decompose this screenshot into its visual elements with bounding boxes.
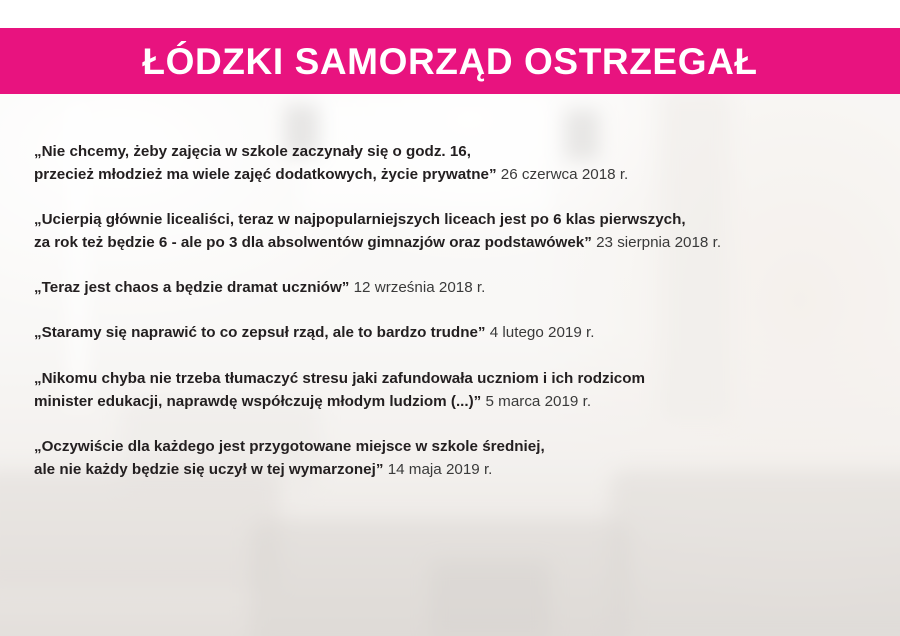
quote-line [34,231,884,254]
quote-text: minister edukacji, naprawdę współczuję młodym ludziom (...)” [34,392,482,410]
quote-line [34,458,884,481]
quote-line [34,390,884,413]
quote-line [34,208,884,231]
quote-item [34,435,884,481]
quote-date: 23 sierpnia 2018 r. [596,234,722,252]
quote-line [34,435,884,458]
quote-item [34,321,884,344]
quote-item [34,140,884,186]
quote-text: przecież młodzież ma wiele zajęć dodatkowych, życie prywatne” [34,166,497,184]
quote-line [34,276,884,299]
quote-text: ale nie każdy będzie się uczył w tej wymarzonej” [34,460,384,478]
quote-date: 5 marca 2019 r. [485,392,592,410]
page-title: ŁÓDZKI SAMORZĄD OSTRZEGAŁ [142,40,758,82]
quote-line [34,163,884,186]
quote-text: „Oczywiście dla każdego jest przygotowane miejsce w szkole średniej, [34,437,545,455]
quote-date: 26 czerwca 2018 r. [500,166,629,184]
quote-line [34,321,884,344]
quote-item [34,276,884,299]
top-white-strip [0,0,900,28]
quote-text: „Teraz jest chaos a będzie dramat uczniów” [34,279,350,297]
header-bar [0,28,900,94]
quote-line [34,140,884,163]
quote-text: „Nie chcemy, żeby zajęcia w szkole zaczynały się o godz. 16, [34,143,471,160]
quote-date: 4 lutego 2019 r. [489,324,595,342]
quote-text: za rok też będzie 6 - ale po 3 dla absolwentów gimnazjów oraz podstawówek” [34,234,592,252]
quote-item [34,367,884,413]
quote-date: 12 września 2018 r. [353,279,486,297]
quote-item [34,208,884,254]
quote-text: „Staramy się naprawić to co zepsuł rząd, ale to bardzo trudne” [34,324,486,342]
quote-text: „Nikomu chyba nie trzeba tłumaczyć stresu jaki zafundowała uczniom i ich rodzicom [34,369,646,387]
quote-date: 14 maja 2019 r. [387,460,493,478]
quotes-list [34,140,884,481]
quote-line [34,367,884,390]
quote-text: „Ucierpią głównie licealiści, teraz w najpopularniejszych liceach jest po 6 klas pierwszych, [34,211,686,229]
